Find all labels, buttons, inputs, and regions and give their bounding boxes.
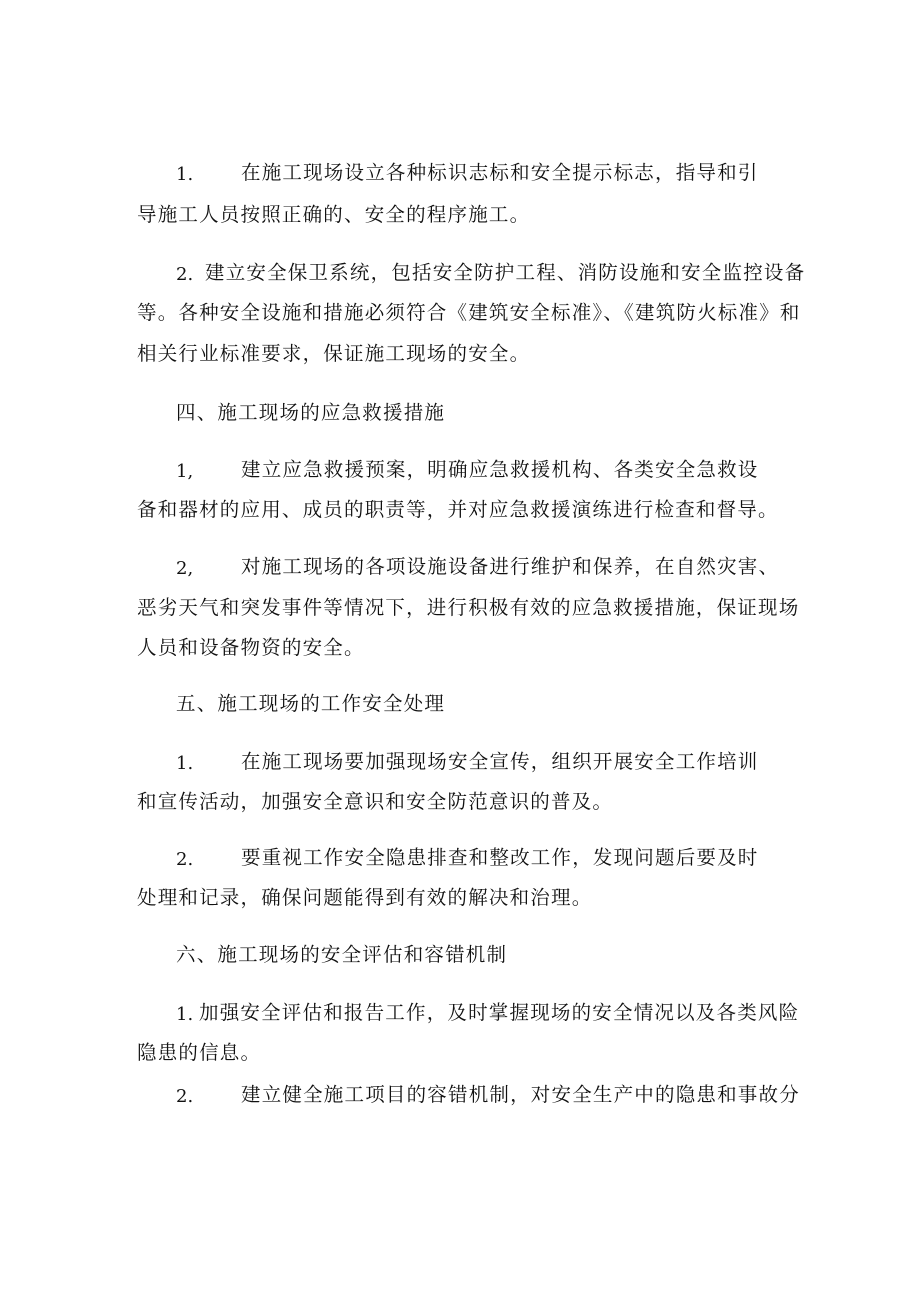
- list-number: 2.: [176, 849, 194, 870]
- paragraph-line: 等。各种安全设施和措施必须符合《建筑安全标准》、《建筑防火标准》和: [137, 301, 801, 324]
- paragraph-line: 恶劣天气和突发事件等情况下，进行积极有效的应急救援措施，保证现场: [137, 596, 800, 619]
- list-number: 2.: [176, 264, 194, 285]
- paragraph-line: 在施工现场要加强现场安全宣传，组织开展安全工作培训: [241, 750, 759, 773]
- paragraph-line: 要重视工作安全隐患排查和整改工作，发现问题后要及时: [241, 846, 759, 869]
- list-number: 1.: [176, 1004, 194, 1025]
- paragraph-line: 对施工现场的各项设施设备进行维护和保养，在自然灾害、: [241, 555, 780, 578]
- section-heading: 六、施工现场的安全评估和容错机制: [176, 943, 508, 966]
- list-number: 2,: [176, 558, 194, 579]
- paragraph-line: 相关行业标准要求，保证施工现场的安全。: [137, 342, 531, 365]
- list-number: 1.: [176, 753, 194, 774]
- paragraph-line: 在施工现场设立各种标识志标和安全提示标志，指导和引: [241, 161, 759, 184]
- paragraph-line: 导施工人员按照正确的、安全的程序施工。: [137, 203, 531, 226]
- list-number: 1,: [176, 461, 194, 482]
- list-number: 1.: [176, 164, 194, 185]
- paragraph-line: 和宣传活动，加强安全意识和安全防范意识的普及。: [137, 790, 614, 813]
- paragraph-line: 加强安全评估和报告工作，及时掌握现场的安全情况以及各类风险: [199, 1001, 800, 1024]
- section-heading: 五、施工现场的工作安全处理: [176, 692, 446, 715]
- paragraph-line: 处理和记录，确保问题能得到有效的解决和治理。: [137, 886, 593, 909]
- paragraph-line: 建立安全保卫系统，包括安全防护工程、消防设施和安全监控设备: [205, 261, 806, 284]
- paragraph-line: 隐患的信息。: [137, 1041, 262, 1064]
- paragraph-line: 建立应急救援预案，明确应急救援机构、各类安全急救设: [241, 458, 759, 481]
- list-number: 2.: [176, 1086, 194, 1107]
- paragraph-line: 人员和设备物资的安全。: [137, 636, 365, 659]
- paragraph-line: 建立健全施工项目的容错机制，对安全生产中的隐患和事故分: [241, 1083, 800, 1106]
- paragraph-line: 备和器材的应用、成员的职责等，并对应急救援演练进行检查和督导。: [137, 498, 779, 521]
- section-heading: 四、施工现场的应急救援措施: [176, 401, 446, 424]
